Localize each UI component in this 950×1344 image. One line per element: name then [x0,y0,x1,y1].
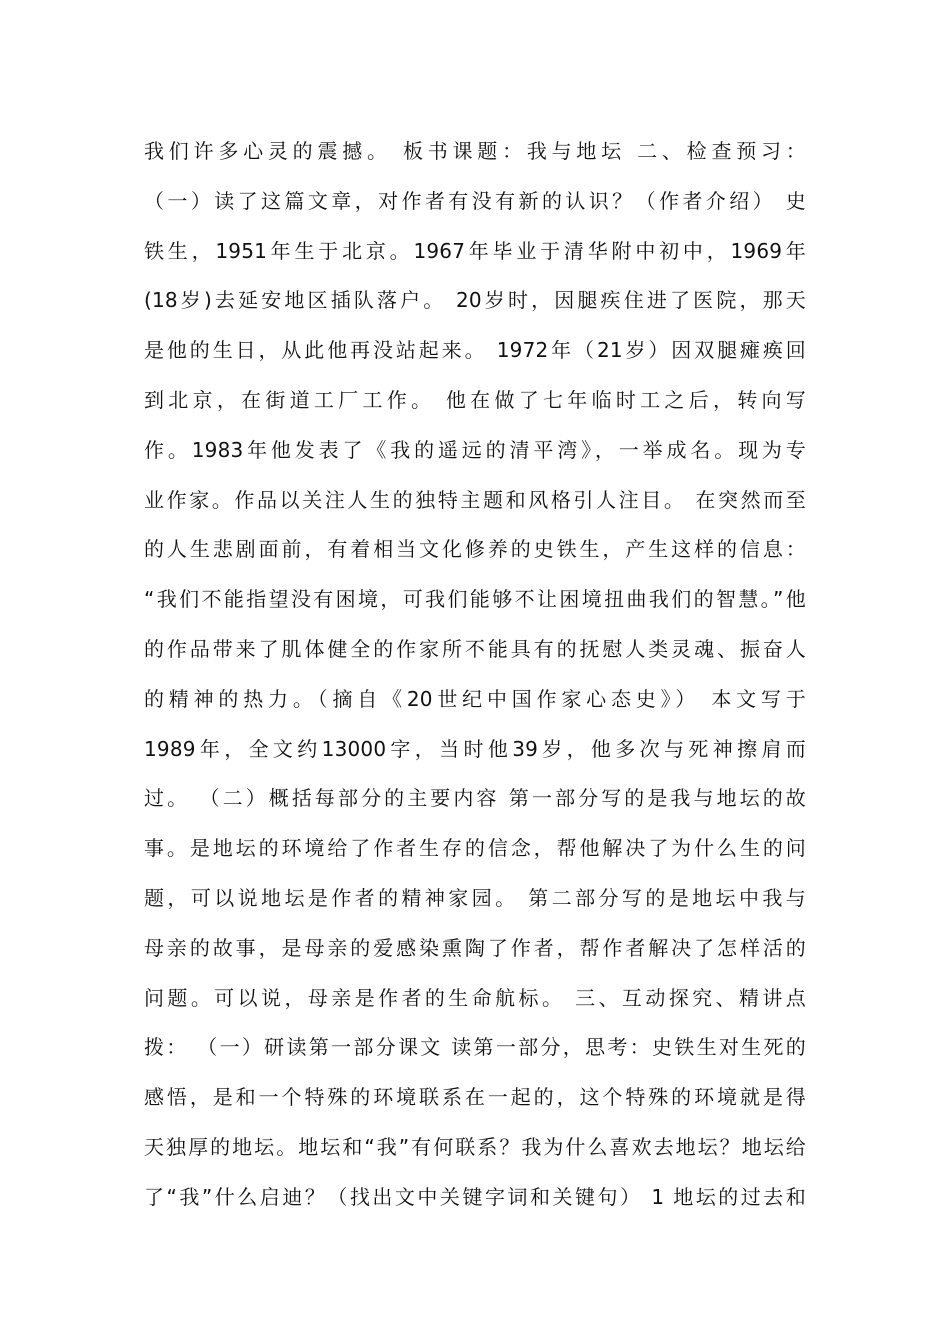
text-line: 母亲的故事，是母亲的爱感染熏陶了作者，帮作者解决了怎样活的 [144,935,806,960]
text-line: 的作品带来了肌体健全的作家所不能具有的抚慰人类灵魂、振奋人 [144,636,806,661]
text-line: 的精神的热力。（摘自《20世纪中国作家心态史》） 本文写于 [144,686,806,711]
text-line: 问题。可以说，母亲是作者的生命航标。 三、互动探究、精讲点 [144,985,806,1010]
text-line: 是他的生日，从此他再没站起来。 1972年（21岁）因双腿瘫痪回 [144,338,806,363]
text-line: 拨： （一）研读第一部分课文 读第一部分，思考：史铁生对生死的 [144,1035,806,1060]
text-line: 天独厚的地坛。地坛和“我”有何联系？我为什么喜欢去地坛？地坛给 [144,1134,806,1159]
text-line: 了“我”什么启迪？（找出文中关键字词和关键句） 1 地坛的过去和 [144,1184,806,1209]
text-line: 的人生悲剧面前，有着相当文化修养的史铁生，产生这样的信息： [144,537,806,562]
text-line: (18岁)去延安地区插队落户。 20岁时，因腿疾住进了医院，那天 [144,288,806,313]
text-line: 题，可以说地坛是作者的精神家园。 第二部分写的是地坛中我与 [144,885,806,910]
text-line: 铁生，1951年生于北京。1967年毕业于清华附中初中，1969年 [144,238,806,263]
text-line: “我们不能指望没有困境，可我们能够不让困境扭曲我们的智慧。”他 [144,587,806,612]
text-line: （一）读了这篇文章，对作者有没有新的认识？（作者介绍） 史 [144,188,806,213]
body-text [144,127,806,1223]
text-line: 业作家。作品以关注人生的独特主题和风格引人注目。 在突然而至 [144,487,806,512]
text-line: 作。1983年他发表了《我的遥远的清平湾》，一举成名。现为专 [144,437,806,462]
text-line: 到北京，在街道工厂工作。 他在做了七年临时工之后，转向写 [144,387,806,412]
text-line: 事。是地坛的环境给了作者生存的信念，帮他解决了为什么生的问 [144,836,806,861]
text-line: 1989年，全文约13000字，当时他39岁，他多次与死神擦肩而 [144,736,806,761]
text-line: 我们许多心灵的震撼。 板书课题：我与地坛 二、检查预习： [144,139,806,163]
text-line: 过。 （二）概括每部分的主要内容 第一部分写的是我与地坛的故 [144,786,806,811]
text-line: 感悟，是和一个特殊的环境联系在一起的，这个特殊的环境就是得 [144,1085,806,1110]
